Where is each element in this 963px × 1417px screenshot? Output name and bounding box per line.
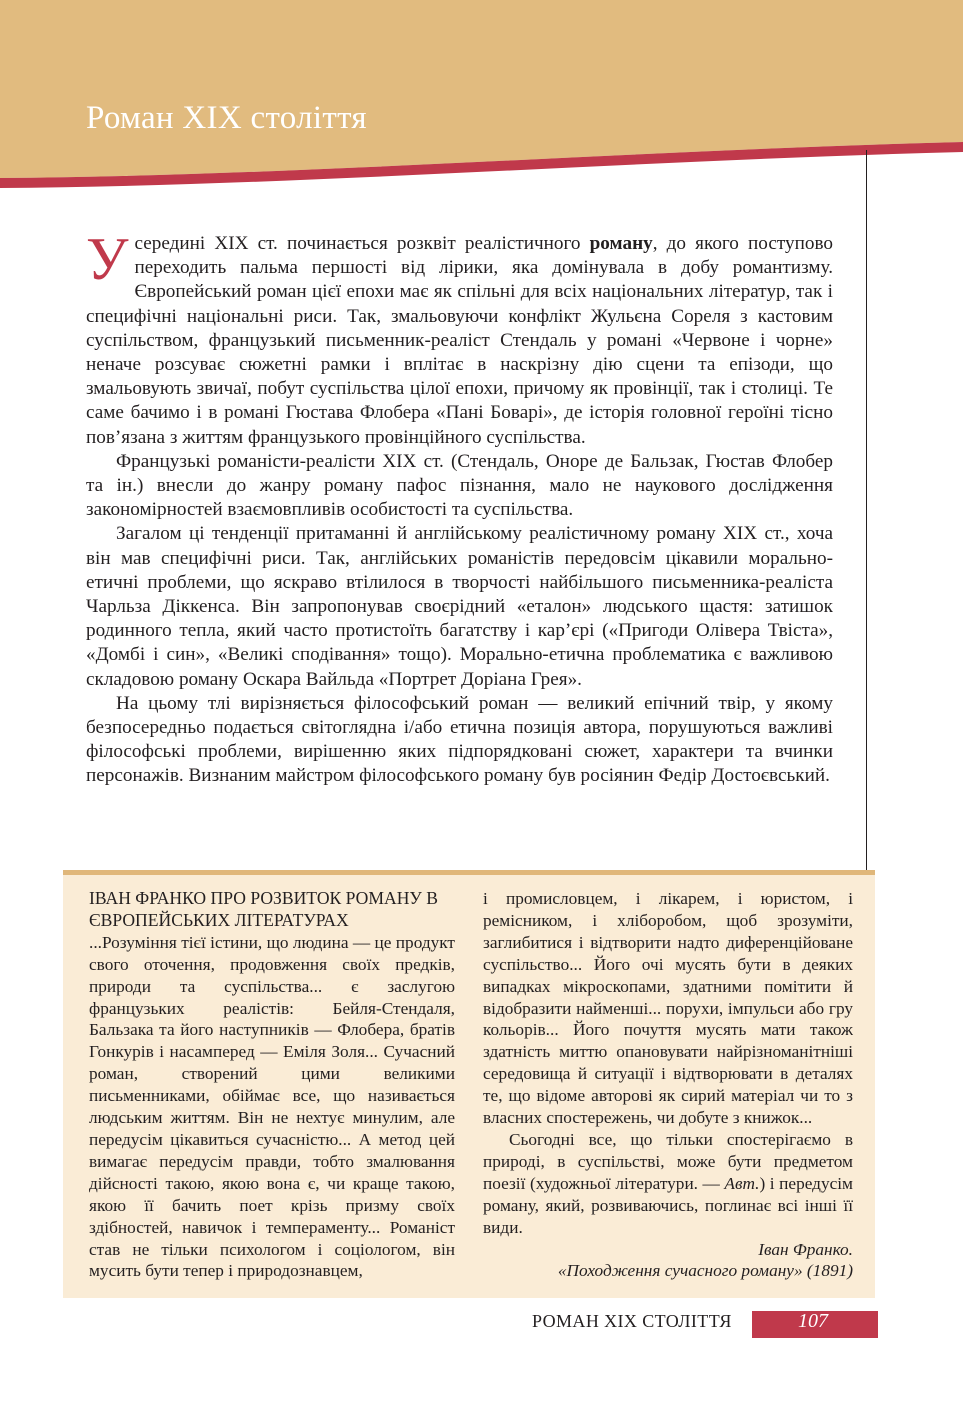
paragraph-2: Французькі романісти-реалісти XIX ст. (Стендаль, Оноре де Бальзак, Гюстав Флобер та ін.) внесли до жанру роману пафос пізнання, мало не наукового дослідження закономірностей взаємовпливів особистості та суспільства. [86,450,833,521]
quote-author: Іван Франко. [758,1239,853,1259]
drop-cap: У [86,226,129,292]
main-text [86,226,833,789]
vertical-rule [866,150,867,872]
paragraph-1 [86,226,833,450]
abbreviation: Авт. [724,1173,760,1193]
page-title: Роман XIX століття [86,100,367,136]
bold-term: роману [589,233,653,254]
quote-callout-box [63,870,875,1298]
paragraph-1-text-a: серединi XIX ст. починається розквіт реалістичного [134,233,590,254]
running-footer-title: РОМАН XIX СТОЛІТТЯ [532,1311,732,1331]
callout-right-paragraph-2-end: ) і передусім роману, який, розвиваючись, поглинає всі інші її види. [483,1173,853,1237]
callout-left-text: ...Розуміння тієї істини, що людина — це продукт свого оточення, продовження своїх предків, природи та суспільства... є заслугою французьких реалістів: Бейля-Стендаля, Бальзака та його наступників — Флобера, братів Гонкурів і насамперед — Еміля Золя... Сучасний роман, створений цими великими письменниками, обіймає все, що називається людським життям. Він не нехтує минулим, але передусім цікавиться сучасністю... А метод цей вимагає передусім правди, тобто змалювання дійсності такою, якою вона є, чи краще такою, якою її бачить поет крізь призму своїх здібностей, навичок і темпераменту... Романіст став не тільки психологом і соціологом, він мусить бути тепер і природознавцем, [89,932,455,1281]
paragraph-4: На цьому тлі вирізняється філософський роман — великий епічний твір, у якому безпосередньо подається світоглядна і/або етична позиція автора, порушуються важливі філософські проблеми, вирішенню яких підпорядковані сюжет, характери та вчинки персонажів. Визнаним майстром філософського роману був росіянин Федір Достоєвський. [86,692,833,787]
callout-right-paragraph-2-text: Сьогодні все, що тільки спостерігаємо в природі, в суспільстві, може бути предметом поезії (художньої літератури. — [483,1129,853,1193]
quote-source: «Походження сучасного роману» (1891) [557,1261,853,1281]
callout-title: ІВАН ФРАНКО ПРО РОЗВИТОК РОМАНУ В ЄВРОПЕЙСЬКИХ ЛІТЕРАТУРАХ [89,888,439,930]
callout-left-column [89,888,455,1282]
paragraph-1-text-b: , до якого поступово переходить пальма першості від лірики, яка домінувала в добу романтизму. Європейський роман цієї епохи має як спільні для всіх національних літератур, так і специфічні національні риси. Так, змальовуючи конфлікт Жульєна Сореля з кастовим суспільством, французький письменник-реаліст Стендаль у романі «Червоне і чорне» неначе розсуває сюжетні рамки і вплітає в наскрізну дію сцени та епізоди, що змальовують звичаї, побут суспільства цілої епохи, причому як провінції, так і столиці. Те саме бачимо і в романі Гюстава Флобера «Пані Боварі», де історія головної героїні тісно пов’язана з життям французького провінційного суспільства. [86,233,833,448]
callout-right-column [483,888,853,1282]
callout-right-paragraph-2 [483,1129,853,1239]
paragraph-3: Загалом ці тенденції притаманні й англійському реалістичному роману XIX ст., хоча він мав специфічні риси. Так, англійських романістів передовсім цікавили морально-етичні проблеми, що яскраво втілилося в творчості найбільшого письменника-реаліста Чарльза Діккенса. Він запропонував своєрідний «еталон» людського щастя: затишок родинного тепла, який часто протистоїть багатству і кар’єрі («Пригоди Олівера Твіста», «Домбі і син», «Великі сподівання» тощо). Морально-етична проблематика є важливою складовою роману Оскара Вайльда «Портрет Доріана Грея». [86,523,833,690]
callout-right-paragraph-1: і промисловцем, і лікарем, і юристом, і ремісником, і хліборобом, щоб зрозуміти, заглибитися і відтворити надто диференційоване суспільство... Його очі мусять бути в деяких випадках мікроскопами, здатними помітити й відобразити найменші... порухи, імпульси або гру кольорів... Його почуття мусять мати також здатність миттю опановувати найрізноманітніші середовища й ситуації і відтворювати в деталях те, що відоме авторові як сирий матеріал чи то з власних спостережень, чи добуте з книжок... [483,889,853,1128]
page-number: 107 [798,1310,828,1332]
